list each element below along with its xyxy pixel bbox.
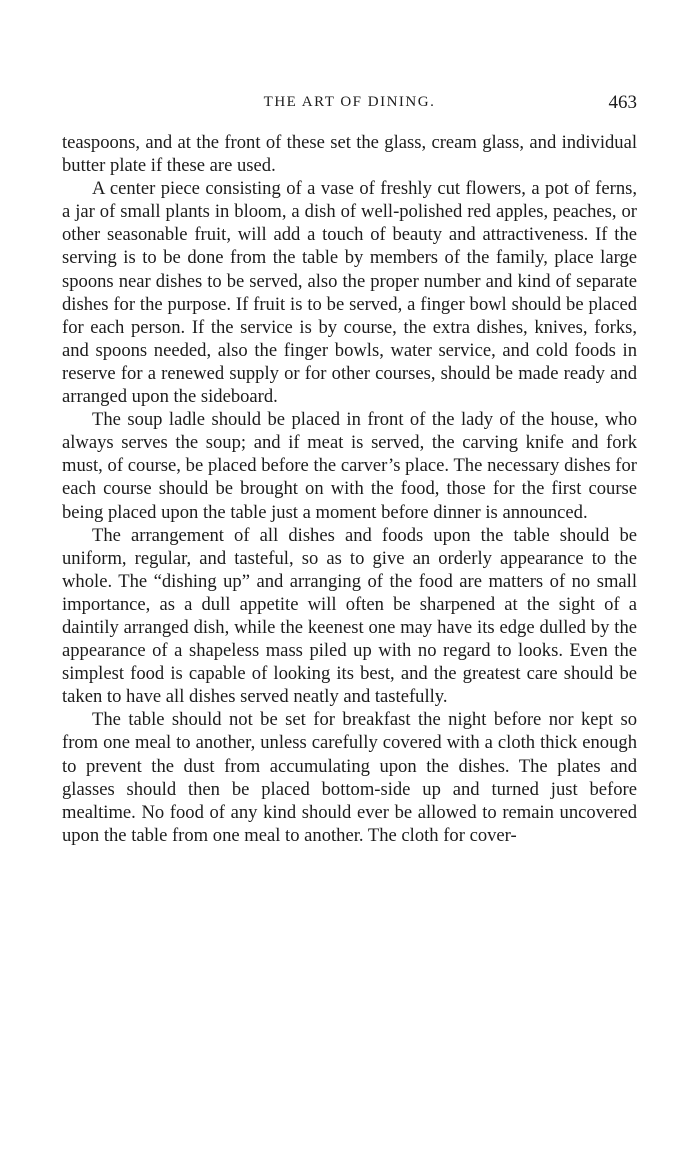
paragraph-arrangement: The arrangement of all dishes and foods upon the table should be uniform, regular, and tasteful, so as to give an orderly appearance to the whole. The “dishing up” and arranging of the food are matters of no small importance, as a dull appetite will often be sharpened at the sight of a daintily arranged dish, while the keenest one may have its edge dulled by the appearance of a shapeless mass piled up with no regard to looks. Even the simplest food is capable of looking its best, and the greatest care should be taken to have all dishes served neatly and tastefully. bbox=[62, 524, 637, 708]
running-title: THE ART OF DINING. bbox=[263, 94, 436, 110]
paragraph-table-setting: The table should not be set for breakfast the night before nor kept so from one meal to another, unless carefully covered with a cloth thick enough to prevent the dust from accumulating upon the dishes. The plates and glasses should then be placed bottom-side up and turned just before mealtime. No food of any kind should ever be allowed to remain uncovered upon the table from one meal to another. The cloth for cover- bbox=[62, 709, 637, 846]
running-head bbox=[62, 92, 637, 122]
paragraph-continuation: teaspoons, and at the front of these set the glass, cream glass, and individual butter plate if these are used. bbox=[62, 132, 637, 177]
paragraph-center-piece: A center piece consisting of a vase of freshly cut flowers, a pot of ferns, a jar of small plants in bloom, a dish of well-polished red apples, peaches, or other seasonable fruit, will add a touch of beauty and attractiveness. If the serving is to be done from the table by members of the family, place large spoons near dishes to be served, also the proper number and kind of separate dishes for the purpose. If fruit is to be served, a finger bowl should be placed for each person. If the service is by course, the extra dishes, knives, forks, and spoons needed, also the finger bowls, water service, and cold foods in reserve for a renewed supply or for other courses, should be made ready and arranged upon the sideboard. bbox=[62, 178, 637, 408]
paragraph-soup-ladle: The soup ladle should be placed in front of the lady of the house, who always serves the soup; and if meat is served, the carving knife and fork must, of course, be placed before the carver’s place. The necessary dishes for each course should be brought on with the food, those for the first course being placed upon the table just a moment before dinner is announced. bbox=[62, 409, 637, 523]
page-number: 463 bbox=[608, 92, 637, 113]
body-text bbox=[62, 131, 637, 847]
